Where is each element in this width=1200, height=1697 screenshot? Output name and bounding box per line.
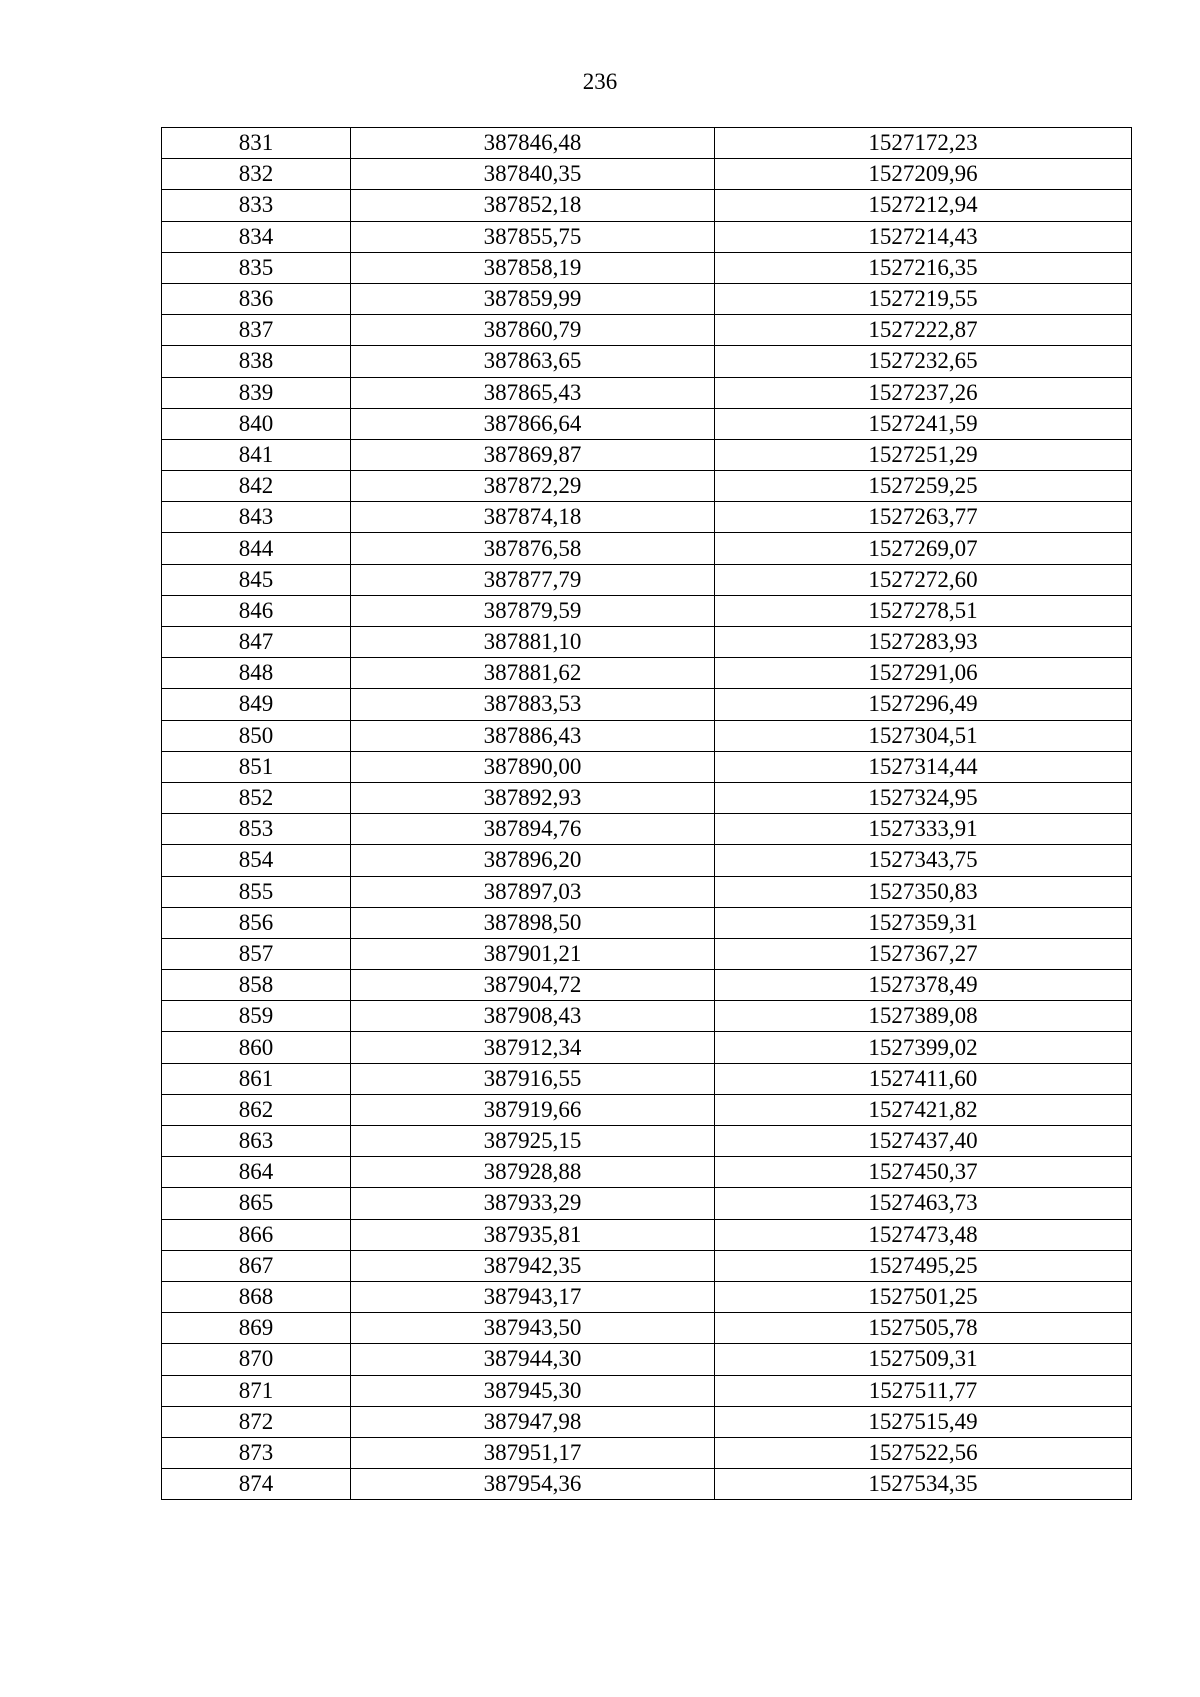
x-coordinate-cell: 387943,50 xyxy=(351,1313,715,1344)
y-coordinate-cell: 1527263,77 xyxy=(715,502,1132,533)
y-coordinate-cell: 1527333,91 xyxy=(715,814,1132,845)
y-coordinate-cell: 1527251,29 xyxy=(715,439,1132,470)
x-coordinate-cell: 387881,62 xyxy=(351,658,715,689)
x-coordinate-cell: 387886,43 xyxy=(351,720,715,751)
x-coordinate-cell: 387942,35 xyxy=(351,1250,715,1281)
point-number-cell: 859 xyxy=(162,1001,351,1032)
table-row xyxy=(162,128,1132,159)
y-coordinate-cell: 1527241,59 xyxy=(715,408,1132,439)
table-row xyxy=(162,1032,1132,1063)
point-number-cell: 842 xyxy=(162,471,351,502)
x-coordinate-cell: 387879,59 xyxy=(351,595,715,626)
table-row xyxy=(162,720,1132,751)
table-row xyxy=(162,938,1132,969)
table-row xyxy=(162,439,1132,470)
table-row xyxy=(162,970,1132,1001)
table-row xyxy=(162,1094,1132,1125)
point-number-cell: 853 xyxy=(162,814,351,845)
point-number-cell: 869 xyxy=(162,1313,351,1344)
table-row xyxy=(162,627,1132,658)
table-row xyxy=(162,876,1132,907)
y-coordinate-cell: 1527463,73 xyxy=(715,1188,1132,1219)
table-row xyxy=(162,283,1132,314)
point-number-cell: 861 xyxy=(162,1063,351,1094)
x-coordinate-cell: 387912,34 xyxy=(351,1032,715,1063)
point-number-cell: 835 xyxy=(162,252,351,283)
y-coordinate-cell: 1527222,87 xyxy=(715,315,1132,346)
table-row xyxy=(162,408,1132,439)
x-coordinate-cell: 387890,00 xyxy=(351,751,715,782)
table-row xyxy=(162,533,1132,564)
table-row xyxy=(162,564,1132,595)
y-coordinate-cell: 1527367,27 xyxy=(715,938,1132,969)
table-row xyxy=(162,1063,1132,1094)
y-coordinate-cell: 1527219,55 xyxy=(715,283,1132,314)
table-row xyxy=(162,221,1132,252)
point-number-cell: 840 xyxy=(162,408,351,439)
table-row xyxy=(162,1406,1132,1437)
x-coordinate-cell: 387874,18 xyxy=(351,502,715,533)
point-number-cell: 866 xyxy=(162,1219,351,1250)
y-coordinate-cell: 1527209,96 xyxy=(715,159,1132,190)
point-number-cell: 834 xyxy=(162,221,351,252)
point-number-cell: 851 xyxy=(162,751,351,782)
point-number-cell: 873 xyxy=(162,1437,351,1468)
x-coordinate-cell: 387954,36 xyxy=(351,1469,715,1500)
point-number-cell: 841 xyxy=(162,439,351,470)
point-number-cell: 832 xyxy=(162,159,351,190)
y-coordinate-cell: 1527515,49 xyxy=(715,1406,1132,1437)
x-coordinate-cell: 387951,17 xyxy=(351,1437,715,1468)
table-row xyxy=(162,1375,1132,1406)
point-number-cell: 839 xyxy=(162,377,351,408)
point-number-cell: 868 xyxy=(162,1281,351,1312)
x-coordinate-cell: 387896,20 xyxy=(351,845,715,876)
table-row xyxy=(162,658,1132,689)
y-coordinate-cell: 1527214,43 xyxy=(715,221,1132,252)
point-number-cell: 857 xyxy=(162,938,351,969)
x-coordinate-cell: 387859,99 xyxy=(351,283,715,314)
point-number-cell: 863 xyxy=(162,1126,351,1157)
y-coordinate-cell: 1527511,77 xyxy=(715,1375,1132,1406)
x-coordinate-cell: 387947,98 xyxy=(351,1406,715,1437)
point-number-cell: 870 xyxy=(162,1344,351,1375)
point-number-cell: 864 xyxy=(162,1157,351,1188)
y-coordinate-cell: 1527378,49 xyxy=(715,970,1132,1001)
y-coordinate-cell: 1527272,60 xyxy=(715,564,1132,595)
y-coordinate-cell: 1527212,94 xyxy=(715,190,1132,221)
table-row xyxy=(162,845,1132,876)
y-coordinate-cell: 1527522,56 xyxy=(715,1437,1132,1468)
point-number-cell: 845 xyxy=(162,564,351,595)
y-coordinate-cell: 1527450,37 xyxy=(715,1157,1132,1188)
table-row xyxy=(162,595,1132,626)
y-coordinate-cell: 1527314,44 xyxy=(715,751,1132,782)
point-number-cell: 844 xyxy=(162,533,351,564)
x-coordinate-cell: 387904,72 xyxy=(351,970,715,1001)
y-coordinate-cell: 1527411,60 xyxy=(715,1063,1132,1094)
y-coordinate-cell: 1527283,93 xyxy=(715,627,1132,658)
x-coordinate-cell: 387855,75 xyxy=(351,221,715,252)
x-coordinate-cell: 387863,65 xyxy=(351,346,715,377)
x-coordinate-cell: 387860,79 xyxy=(351,315,715,346)
y-coordinate-cell: 1527232,65 xyxy=(715,346,1132,377)
point-number-cell: 854 xyxy=(162,845,351,876)
y-coordinate-cell: 1527437,40 xyxy=(715,1126,1132,1157)
table-row xyxy=(162,1188,1132,1219)
y-coordinate-cell: 1527421,82 xyxy=(715,1094,1132,1125)
point-number-cell: 865 xyxy=(162,1188,351,1219)
table-row xyxy=(162,1250,1132,1281)
y-coordinate-cell: 1527495,25 xyxy=(715,1250,1132,1281)
x-coordinate-cell: 387943,17 xyxy=(351,1281,715,1312)
table-row xyxy=(162,1219,1132,1250)
x-coordinate-cell: 387876,58 xyxy=(351,533,715,564)
y-coordinate-cell: 1527505,78 xyxy=(715,1313,1132,1344)
coordinates-table xyxy=(161,127,1132,1500)
table-row xyxy=(162,1344,1132,1375)
table-row xyxy=(162,1001,1132,1032)
point-number-cell: 871 xyxy=(162,1375,351,1406)
x-coordinate-cell: 387897,03 xyxy=(351,876,715,907)
x-coordinate-cell: 387928,88 xyxy=(351,1157,715,1188)
x-coordinate-cell: 387846,48 xyxy=(351,128,715,159)
y-coordinate-cell: 1527259,25 xyxy=(715,471,1132,502)
point-number-cell: 849 xyxy=(162,689,351,720)
x-coordinate-cell: 387877,79 xyxy=(351,564,715,595)
x-coordinate-cell: 387892,93 xyxy=(351,782,715,813)
y-coordinate-cell: 1527389,08 xyxy=(715,1001,1132,1032)
y-coordinate-cell: 1527304,51 xyxy=(715,720,1132,751)
x-coordinate-cell: 387872,29 xyxy=(351,471,715,502)
table-row xyxy=(162,346,1132,377)
y-coordinate-cell: 1527343,75 xyxy=(715,845,1132,876)
y-coordinate-cell: 1527324,95 xyxy=(715,782,1132,813)
table-row xyxy=(162,907,1132,938)
x-coordinate-cell: 387925,15 xyxy=(351,1126,715,1157)
point-number-cell: 858 xyxy=(162,970,351,1001)
point-number-cell: 872 xyxy=(162,1406,351,1437)
point-number-cell: 856 xyxy=(162,907,351,938)
y-coordinate-cell: 1527350,83 xyxy=(715,876,1132,907)
point-number-cell: 860 xyxy=(162,1032,351,1063)
table-row xyxy=(162,190,1132,221)
table-row xyxy=(162,1437,1132,1468)
point-number-cell: 862 xyxy=(162,1094,351,1125)
point-number-cell: 852 xyxy=(162,782,351,813)
y-coordinate-cell: 1527534,35 xyxy=(715,1469,1132,1500)
x-coordinate-cell: 387852,18 xyxy=(351,190,715,221)
point-number-cell: 848 xyxy=(162,658,351,689)
table-row xyxy=(162,782,1132,813)
point-number-cell: 836 xyxy=(162,283,351,314)
x-coordinate-cell: 387883,53 xyxy=(351,689,715,720)
x-coordinate-cell: 387901,21 xyxy=(351,938,715,969)
point-number-cell: 837 xyxy=(162,315,351,346)
table-row xyxy=(162,315,1132,346)
x-coordinate-cell: 387866,64 xyxy=(351,408,715,439)
x-coordinate-cell: 387881,10 xyxy=(351,627,715,658)
table-row xyxy=(162,159,1132,190)
x-coordinate-cell: 387858,19 xyxy=(351,252,715,283)
table-row xyxy=(162,1469,1132,1500)
y-coordinate-cell: 1527291,06 xyxy=(715,658,1132,689)
x-coordinate-cell: 387944,30 xyxy=(351,1344,715,1375)
y-coordinate-cell: 1527172,23 xyxy=(715,128,1132,159)
point-number-cell: 850 xyxy=(162,720,351,751)
x-coordinate-cell: 387933,29 xyxy=(351,1188,715,1219)
x-coordinate-cell: 387945,30 xyxy=(351,1375,715,1406)
x-coordinate-cell: 387840,35 xyxy=(351,159,715,190)
x-coordinate-cell: 387916,55 xyxy=(351,1063,715,1094)
table-row xyxy=(162,502,1132,533)
x-coordinate-cell: 387865,43 xyxy=(351,377,715,408)
y-coordinate-cell: 1527509,31 xyxy=(715,1344,1132,1375)
coordinates-table-body xyxy=(162,128,1132,1500)
point-number-cell: 846 xyxy=(162,595,351,626)
table-row xyxy=(162,1313,1132,1344)
table-row xyxy=(162,1281,1132,1312)
table-row xyxy=(162,252,1132,283)
x-coordinate-cell: 387919,66 xyxy=(351,1094,715,1125)
y-coordinate-cell: 1527473,48 xyxy=(715,1219,1132,1250)
x-coordinate-cell: 387894,76 xyxy=(351,814,715,845)
point-number-cell: 833 xyxy=(162,190,351,221)
table-row xyxy=(162,751,1132,782)
point-number-cell: 855 xyxy=(162,876,351,907)
table-row xyxy=(162,689,1132,720)
y-coordinate-cell: 1527216,35 xyxy=(715,252,1132,283)
point-number-cell: 843 xyxy=(162,502,351,533)
table-row xyxy=(162,471,1132,502)
x-coordinate-cell: 387908,43 xyxy=(351,1001,715,1032)
x-coordinate-cell: 387935,81 xyxy=(351,1219,715,1250)
point-number-cell: 874 xyxy=(162,1469,351,1500)
table-row xyxy=(162,1126,1132,1157)
y-coordinate-cell: 1527359,31 xyxy=(715,907,1132,938)
y-coordinate-cell: 1527237,26 xyxy=(715,377,1132,408)
page-number: 236 xyxy=(582,69,618,94)
table-row xyxy=(162,377,1132,408)
y-coordinate-cell: 1527278,51 xyxy=(715,595,1132,626)
y-coordinate-cell: 1527399,02 xyxy=(715,1032,1132,1063)
table-row xyxy=(162,1157,1132,1188)
point-number-cell: 867 xyxy=(162,1250,351,1281)
y-coordinate-cell: 1527501,25 xyxy=(715,1281,1132,1312)
point-number-cell: 831 xyxy=(162,128,351,159)
x-coordinate-cell: 387869,87 xyxy=(351,439,715,470)
y-coordinate-cell: 1527269,07 xyxy=(715,533,1132,564)
table-row xyxy=(162,814,1132,845)
y-coordinate-cell: 1527296,49 xyxy=(715,689,1132,720)
point-number-cell: 847 xyxy=(162,627,351,658)
x-coordinate-cell: 387898,50 xyxy=(351,907,715,938)
point-number-cell: 838 xyxy=(162,346,351,377)
